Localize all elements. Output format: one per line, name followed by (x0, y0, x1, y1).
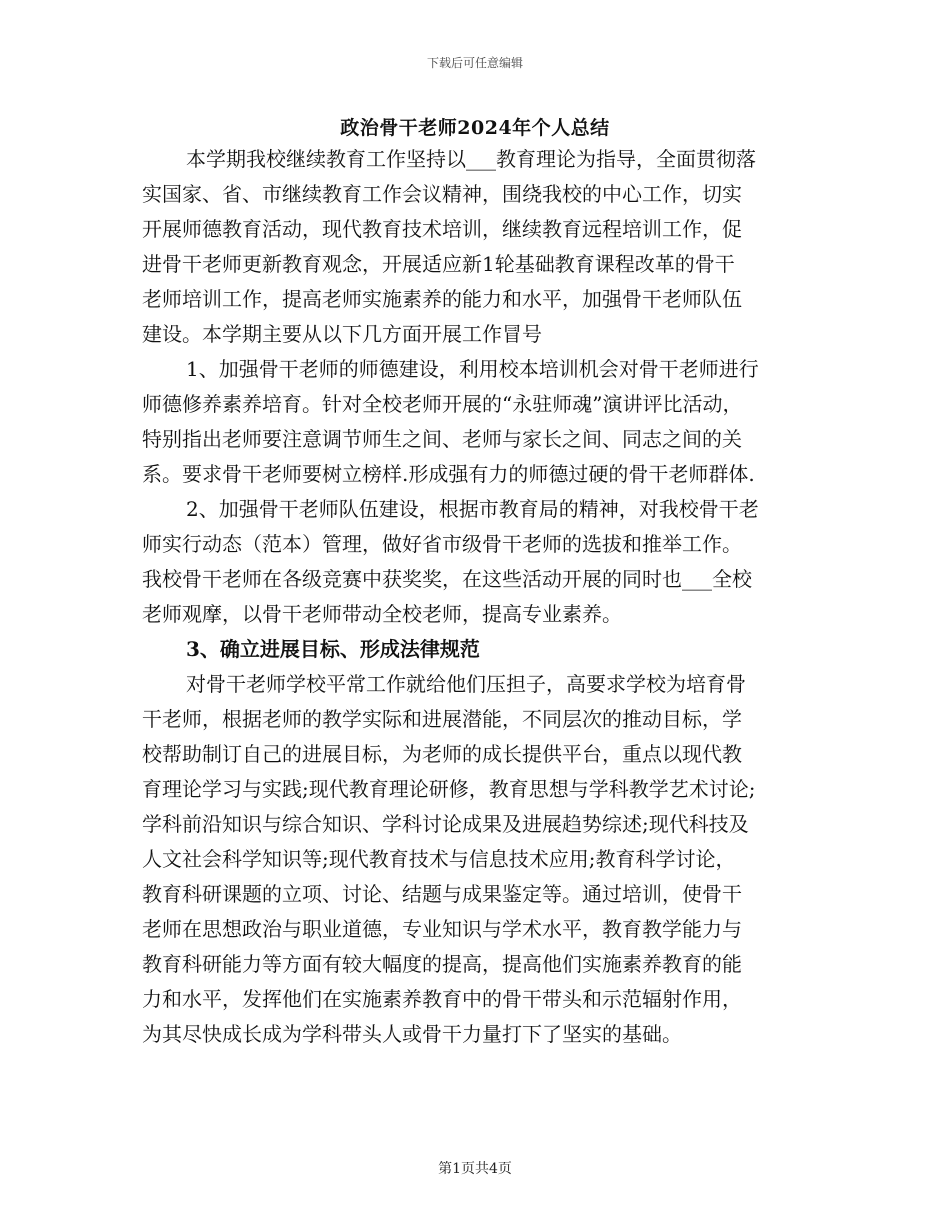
page-number: 第1页共4页 (438, 1161, 512, 1177)
paragraph-line: 开展师德教育活动，现代教育技术培训，继续教育远程培训工作，促 (142, 217, 742, 241)
paragraph-line: 育理论学习与实践;现代教育理论研修，教育思想与学科教学艺术讨论; (142, 777, 756, 801)
paragraph-line: 实国家、省、市继续教育工作会议精神，围绕我校的中心工作，切实 (142, 182, 742, 206)
paragraph-line: 老师在思想政治与职业道德，专业知识与学术水平，教育教学能力与 (142, 917, 742, 941)
paragraph-line: 师实行动态（范本）管理，做好省市级骨干老师的选拔和推举工作。 (142, 532, 742, 556)
paragraph-line: 2、加强骨干老师队伍建设，根据市教育局的精神，对我校骨干老 (186, 497, 759, 521)
paragraph-line: 特别指出老师要注意调节师生之间、老师与家长之间、同志之间的关 (142, 427, 742, 451)
paragraph-line: 学科前沿知识与综合知识、学科讨论成果及进展趋势综述;现代科技及 (142, 812, 749, 836)
paragraph-line: 本学期我校继续教育工作坚持以___教育理论为指导，全面贯彻落 (186, 147, 756, 171)
paragraph-line: 校帮助制订自己的进展目标，为老师的成长提供平台，重点以现代教 (142, 742, 742, 766)
paragraph-line: 1、加强骨干老师的师德建设，利用校本培训机会对骨干老师进行 (186, 357, 759, 381)
section-heading: 3、确立进展目标、形成法律规范 (186, 637, 480, 661)
page-header-note: 下载后可任意编辑 (426, 56, 523, 70)
document-body (142, 142, 812, 1052)
paragraph-line: 我校骨干老师在各级竞赛中获奖奖，在这些活动开展的同时也___全校 (142, 567, 752, 591)
paragraph-line: 教育科研能力等方面有较大幅度的提高，提高他们实施素养教育的能 (142, 952, 742, 976)
paragraph-line: 教育科研课题的立项、讨论、结题与成果鉴定等。通过培训，使骨干 (142, 882, 742, 906)
paragraph-line: 力和水平，发挥他们在实施素养教育中的骨干带头和示范辐射作用， (142, 987, 742, 1011)
paragraph-line: 为其尽快成长成为学科带头人或骨干力量打下了坚实的基础。 (142, 1022, 682, 1046)
paragraph-line: 老师观摩，以骨干老师带动全校老师，提高专业素养。 (142, 602, 622, 626)
document-title: 政治骨干老师2024年个人总结 (340, 117, 610, 139)
paragraph-line: 建设。本学期主要从以下几方面开展工作冒号 (142, 322, 542, 346)
paragraph-line: 人文社会科学知识等;现代教育技术与信息技术应用;教育科学讨论， (142, 847, 736, 871)
paragraph-line: 老师培训工作，提高老师实施素养的能力和水平，加强骨干老师队伍 (142, 287, 742, 311)
paragraph-line: 进骨干老师更新教育观念，开展适应新1轮基础教育课程改革的骨干 (142, 252, 735, 276)
paragraph-line: 系。要求骨干老师要树立榜样.形成强有力的师德过硬的骨干老师群体. (142, 462, 755, 486)
paragraph-line: 对骨干老师学校平常工作就给他们压担子，高要求学校为培育骨 (186, 672, 746, 696)
paragraph-line: 干老师，根据老师的教学实际和进展潜能，不同层次的推动目标，学 (142, 707, 742, 731)
paragraph-line: 师德修养素养培育。针对全校老师开展的“永驻师魂”演讲评比活动， (142, 392, 743, 416)
